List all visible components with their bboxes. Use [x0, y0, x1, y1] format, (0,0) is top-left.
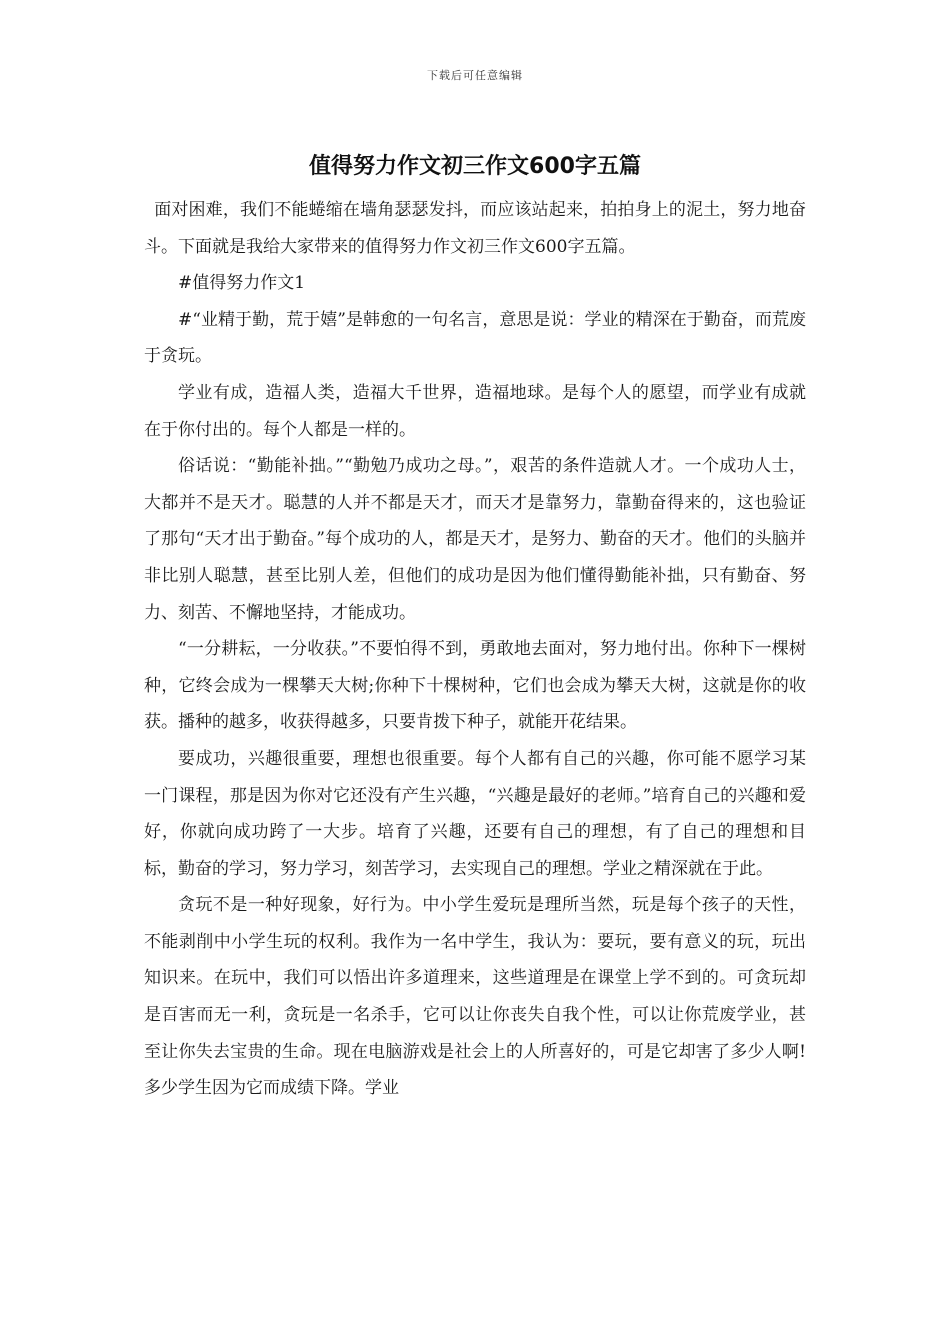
header-note: 下载后可任意编辑 [427, 69, 523, 82]
intro-paragraph: 面对困难，我们不能蜷缩在墙角瑟瑟发抖，而应该站起来，拍拍身上的泥土，努力地奋斗。下面就是我给大家带来的值得努力作文初三作文600字五篇。 [144, 200, 806, 257]
page-title: 值得努力作文初三作文600字五篇 [309, 154, 641, 179]
section-heading: #值得努力作文1 [178, 273, 306, 294]
body-paragraph: 要成功，兴趣很重要，理想也很重要。每个人都有自己的兴趣，你可能不愿学习某一门课程，那是因为你对它还没有产生兴趣，“兴趣是最好的老师。”培育自己的兴趣和爱好，你就向成功跨了一大步。培育了兴趣，还要有自己的理想，有了自己的理想和目标，勤奋的学习，努力学习，刻苦学习，去实现自己的理想。学业之精深就在于此。 [144, 748, 806, 879]
article-body [144, 192, 806, 1107]
body-paragraph: #“业精于勤，荒于嬉”是韩愈的一句名言，意思是说：学业的精深在于勤奋，而荒废于贪玩。 [144, 309, 806, 367]
body-paragraph: “一分耕耘，一分收获。”不要怕得不到，勇敢地去面对，努力地付出。你种下一棵树种，它终会成为一棵攀天大树;你种下十棵树种，它们也会成为攀天大树，这就是你的收获。播种的越多，收获得越多，只要肯拨下种子，就能开花结果。 [144, 639, 806, 733]
body-paragraph: 俗话说：“勤能补拙。”“勤勉乃成功之母。”，艰苦的条件造就人才。一个成功人士，大都并不是天才。聪慧的人并不都是天才，而天才是靠努力，靠勤奋得来的，这也验证了那句“天才出于勤奋。”每个成功的人，都是天才，是努力、勤奋的天才。他们的头脑并非比别人聪慧，甚至比别人差，但他们的成功是因为他们懂得勤能补拙，只有勤奋、努力、刻苦、不懈地坚持，才能成功。 [144, 456, 806, 623]
body-paragraph: 贪玩不是一种好现象，好行为。中小学生爱玩是理所当然，玩是每个孩子的天性，不能剥削中小学生玩的权利。我作为一名中学生，我认为：要玩，要有意义的玩，玩出知识来。在玩中，我们可以悟出许多道理来，这些道理是在课堂上学不到的。可贪玩却是百害而无一利，贪玩是一名杀手，它可以让你丧失自我个性，可以让你荒废学业，甚至让你失去宝贵的生命。现在电脑游戏是社会上的人所喜好的，可是它却害了多少人啊!多少学生因为它而成绩下降。学业 [144, 895, 806, 1099]
body-paragraph: 学业有成，造福人类，造福大千世界，造福地球。是每个人的愿望，而学业有成就在于你付出的。每个人都是一样的。 [144, 382, 806, 440]
